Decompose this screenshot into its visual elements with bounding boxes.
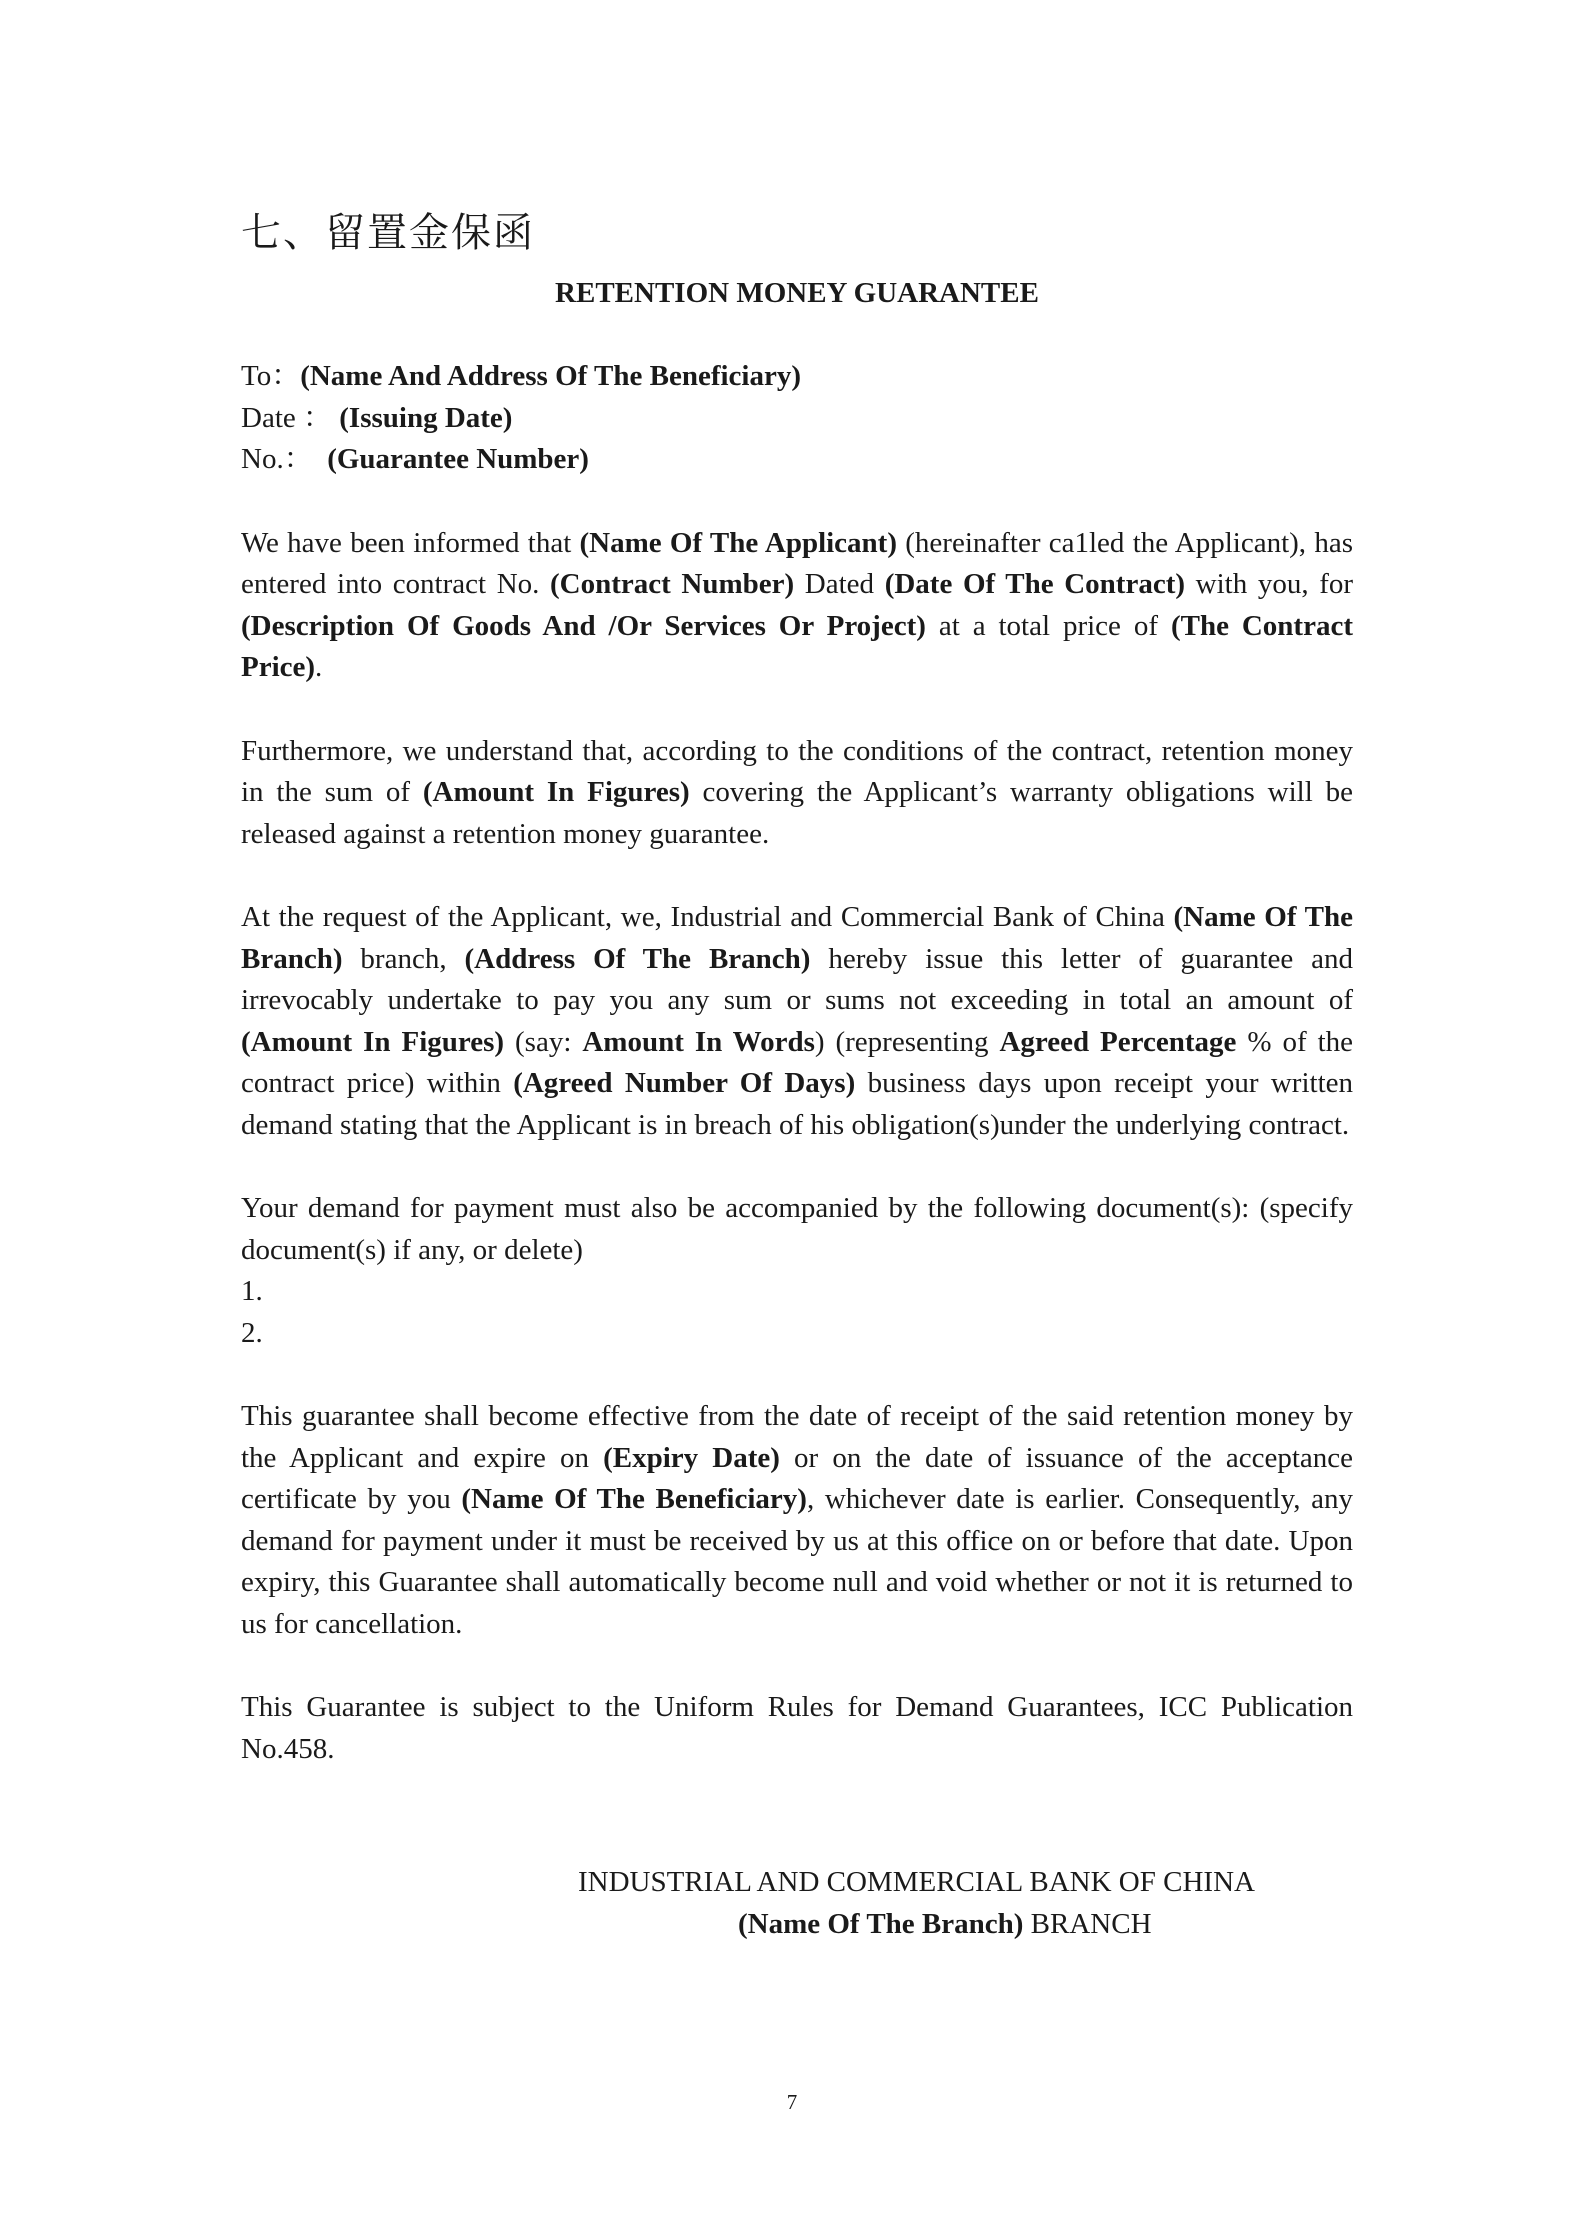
text-run: or on the date of issuance of the acceptance certificate by you <box>241 1441 1354 1516</box>
text-run: , whichever date is earlier. Consequently, any demand for payment under it must be received by us at this office on or before that date. Upon expiry, this Guarantee shall automatically become null and void whether or not it is returned to us for cancellation. <box>241 1483 1353 1640</box>
paragraph-contract <box>241 523 1353 689</box>
text-run: covering the Applicant’s warranty obligations will be released against a retention money guarantee. <box>241 776 1353 850</box>
placeholder-contract-price: (The Contract Price) <box>241 609 1353 684</box>
placeholder-branch-name: (Name Of The Branch) <box>241 900 1353 975</box>
number-value: (Guarantee Number) <box>327 443 589 476</box>
signature-block <box>578 1862 1348 1945</box>
placeholder-beneficiary: (Name Of The Beneficiary) <box>461 1483 807 1516</box>
date-label: Date ： <box>241 401 332 434</box>
placeholder-contract-number: (Contract Number) <box>550 568 795 601</box>
section-heading-chinese: 七、留置金保函 <box>241 210 535 256</box>
placeholder-amount-figures: (Amount In Figures) <box>241 1025 505 1058</box>
paragraph-retention <box>241 731 1353 856</box>
placeholder-contract-date: (Date Of The Contract) <box>884 568 1186 601</box>
text-run: At the request of the Applicant, we, Industrial and Commercial Bank of China <box>241 900 1174 933</box>
page-number: 7 <box>786 2090 798 2114</box>
paragraph-documents: Your demand for payment must also be accompanied by the following document(s): (specify document(s) if any, or delete) <box>241 1192 1353 1266</box>
number-line <box>241 439 1353 481</box>
number-label: No.： <box>241 443 313 476</box>
bank-name: INDUSTRIAL AND COMMERCIAL BANK OF CHINA <box>578 1866 1255 1898</box>
text-run: . <box>315 651 323 684</box>
text-run: Dated <box>794 568 885 601</box>
document-title: RETENTION MONEY GUARANTEE <box>555 277 1039 309</box>
date-line <box>241 398 1353 440</box>
placeholder-amount-words: Amount In Words <box>582 1025 815 1058</box>
paragraph-undertaking <box>241 897 1353 1147</box>
branch-suffix: BRANCH <box>1023 1907 1152 1940</box>
branch-line <box>578 1904 1348 1946</box>
text-run: (say: <box>504 1025 583 1058</box>
date-value: (Issuing Date) <box>339 401 513 434</box>
text-run: with you, for <box>1185 568 1354 601</box>
placeholder-expiry-date: (Expiry Date) <box>603 1441 780 1474</box>
text-run: (hereinafter ca1led the Applicant), has entered into contract No. <box>241 526 1353 601</box>
placeholder-branch-name: (Name Of The Branch) <box>738 1907 1024 1940</box>
documents-list <box>241 1271 1353 1354</box>
to-label: To： <box>241 360 301 393</box>
placeholder-branch-address: (Address Of The Branch) <box>464 942 811 975</box>
text-run: ) (representing <box>814 1025 1000 1058</box>
to-value: (Name And Address Of The Beneficiary) <box>300 360 801 393</box>
paragraph-validity <box>241 1396 1353 1646</box>
document-body <box>241 205 1353 1812</box>
placeholder-amount-figures: (Amount In Figures) <box>422 776 690 809</box>
text-run: Furthermore, we understand that, according to the conditions of the contract, retention money in the sum of <box>241 734 1353 809</box>
text-run: branch, <box>342 942 465 975</box>
text-run: hereby issue this letter of guarantee and irrevocably undertake to pay you any sum or sums not exceeding in total an amount of <box>241 942 1353 1017</box>
paragraph-rules: This Guarantee is subject to the Uniform Rules for Demand Guarantees, ICC Publication No.458. <box>241 1691 1353 1765</box>
to-line <box>241 356 1353 398</box>
text-run: at a total price of <box>925 609 1171 642</box>
text-run: business days upon receipt your written demand stating that the Applicant is in breach of his obligation(s)under the underlying contract. <box>241 1067 1353 1141</box>
text-run: We have been informed that <box>241 526 580 559</box>
placeholder-applicant: (Name Of The Applicant) <box>579 526 897 559</box>
list-item: 2. <box>241 1316 263 1349</box>
placeholder-percentage: Agreed Percentage <box>999 1025 1237 1058</box>
placeholder-days: (Agreed Number Of Days) <box>513 1067 856 1100</box>
text-run: % of the contract price) within <box>241 1025 1354 1100</box>
list-item: 1. <box>241 1275 263 1308</box>
reference-block <box>241 356 1353 481</box>
placeholder-description: (Description Of Goods And /Or Services Or Project) <box>241 609 926 642</box>
text-run: This guarantee shall become effective from the date of receipt of the said retention money by the Applicant and expire on <box>241 1400 1353 1474</box>
documents-block <box>241 1188 1353 1354</box>
